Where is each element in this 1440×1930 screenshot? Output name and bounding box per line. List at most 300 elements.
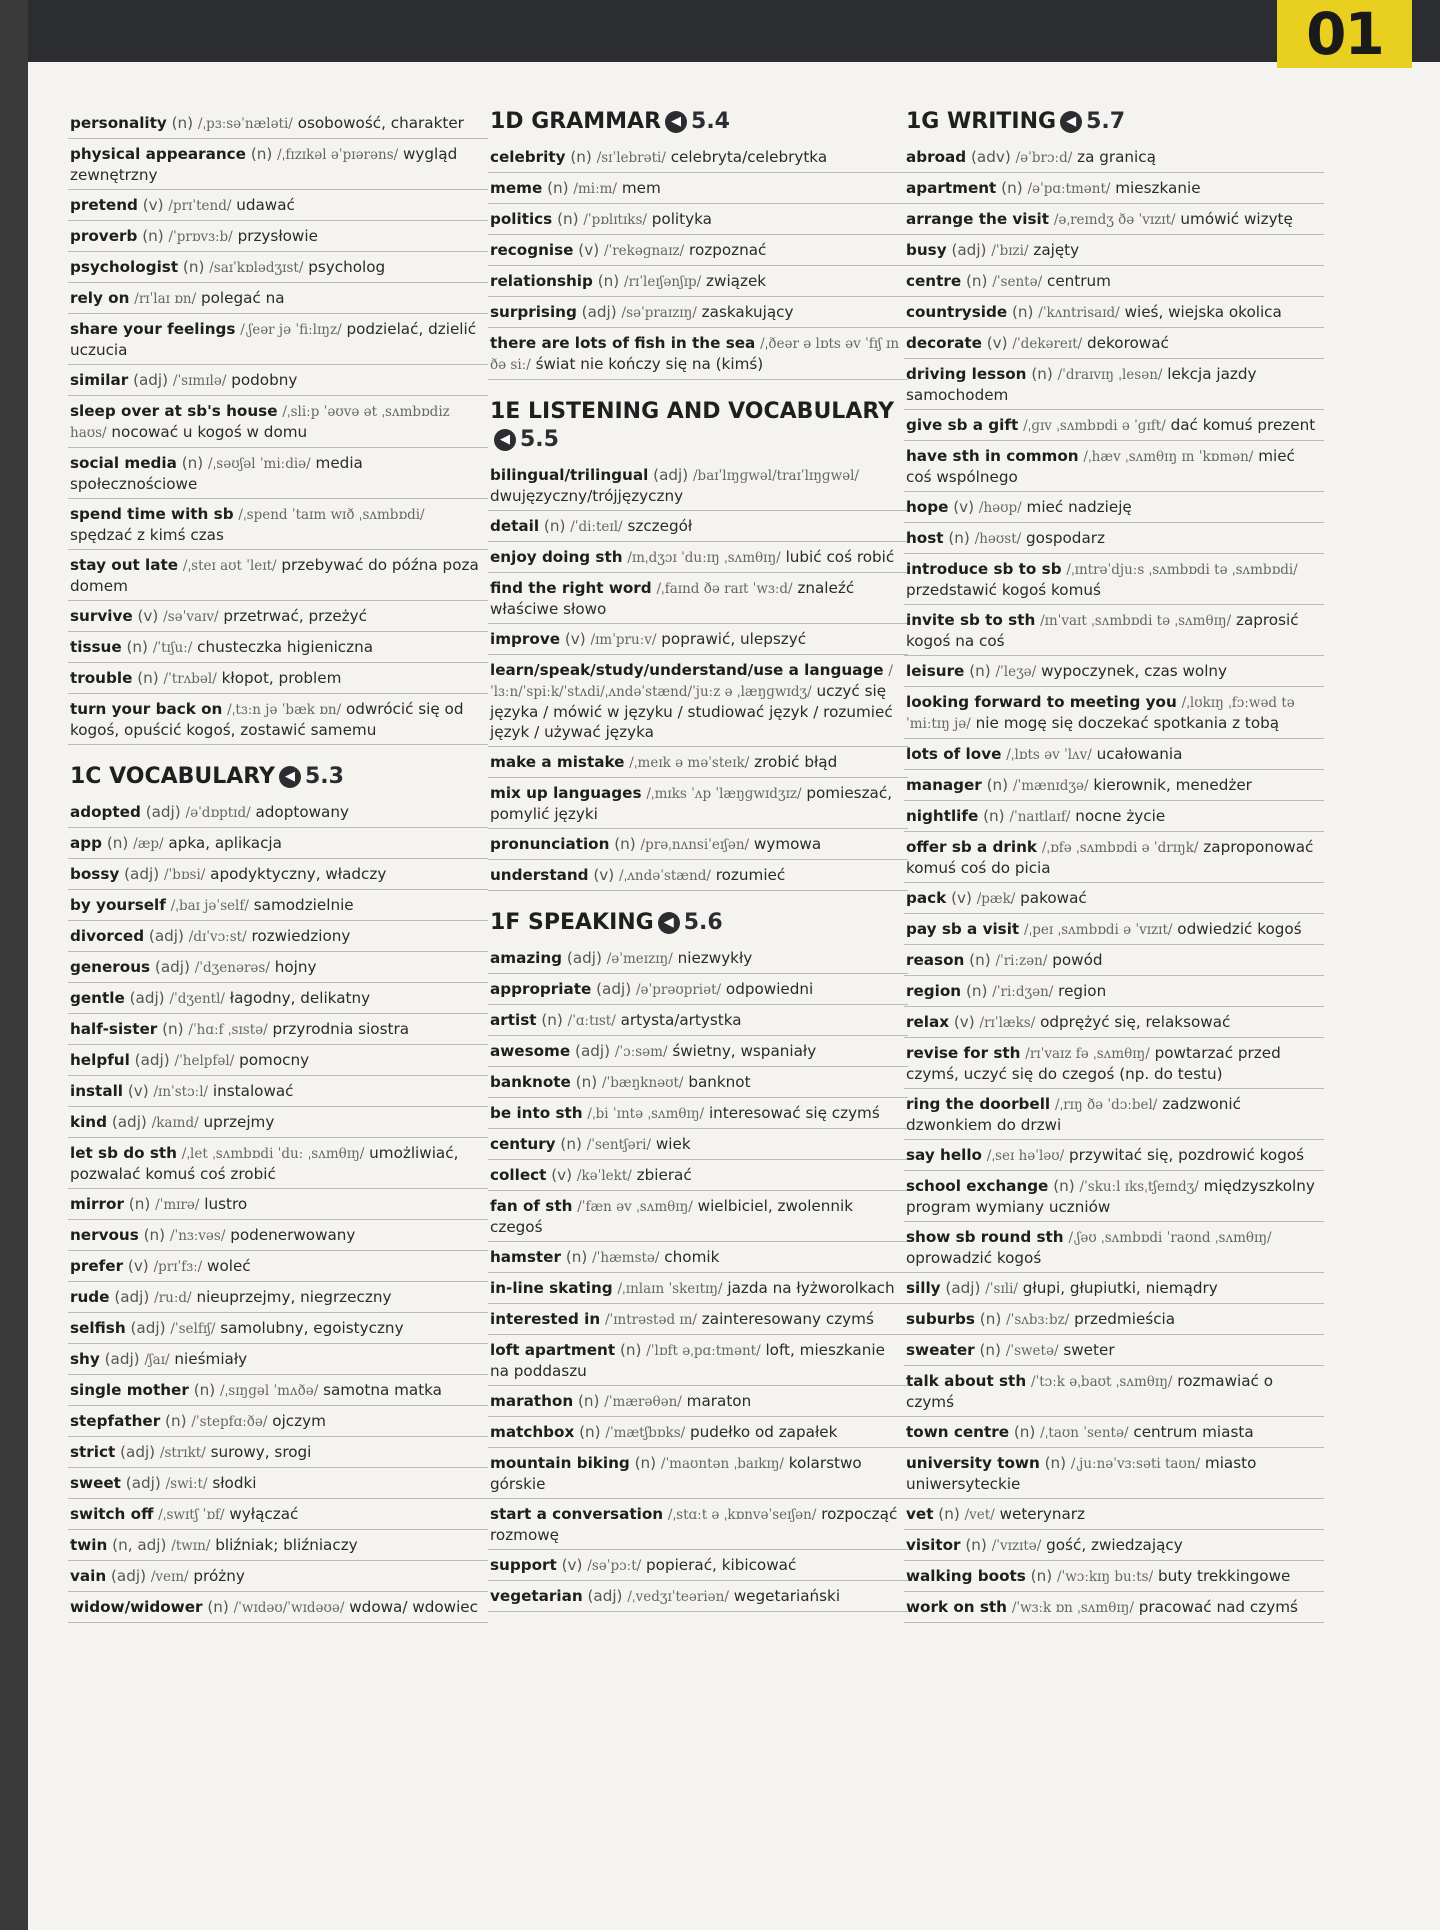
entry-translation: centrum miasta xyxy=(1133,1423,1254,1441)
vocabulary-entry xyxy=(488,542,908,573)
entry-translation: odpowiedni xyxy=(725,980,814,998)
entry-translation: związek xyxy=(706,272,767,290)
entry-pronunciation: /æp/ xyxy=(133,836,164,852)
entry-word: awesome xyxy=(490,1042,571,1060)
entry-word: share your feelings xyxy=(70,320,236,338)
vocabulary-entry xyxy=(904,945,1324,976)
entry-word: social media xyxy=(70,454,177,472)
vocabulary-entry xyxy=(488,1335,908,1386)
entry-word: bilingual/trilingual xyxy=(490,466,649,484)
entry-translation: przysłowie xyxy=(237,227,318,245)
entry-pronunciation: /ˈdʒenərəs/ xyxy=(194,960,270,976)
entry-pronunciation: /twɪn/ xyxy=(171,1538,211,1554)
entry-translation: dać komuś prezent xyxy=(1170,416,1316,434)
audio-speaker-icon[interactable]: ◀ xyxy=(658,912,680,934)
vocabulary-entry xyxy=(904,1304,1324,1335)
entry-pronunciation: /veɪn/ xyxy=(150,1569,189,1585)
entry-pronunciation: /əˈpɑːtmənt/ xyxy=(1027,181,1111,197)
vocabulary-entry xyxy=(488,943,908,974)
entry-pronunciation: /ruːd/ xyxy=(154,1290,192,1306)
entry-pronunciation: /səˈpɔːt/ xyxy=(587,1558,642,1574)
entry-translation: bliźniak; bliźniaczy xyxy=(215,1536,358,1554)
entry-word: leisure xyxy=(906,662,965,680)
entry-translation: przetrwać, przeżyć xyxy=(223,607,367,625)
entry-pronunciation: /ˌvedʒɪˈteəriən/ xyxy=(627,1589,729,1605)
entry-translation: surowy, srogi xyxy=(210,1443,312,1461)
entry-pronunciation: /ˈrekəɡnaɪz/ xyxy=(603,243,685,259)
entry-translation: hojny xyxy=(274,958,317,976)
entry-word: banknote xyxy=(490,1073,571,1091)
entry-translation: artysta/artystka xyxy=(620,1011,742,1029)
entry-translation: pakować xyxy=(1020,889,1087,907)
entry-pronunciation: /dɪˈvɔːst/ xyxy=(188,929,247,945)
vocabulary-entry xyxy=(904,739,1324,770)
section-heading xyxy=(906,108,1324,136)
entry-pronunciation: /əˈdɒptɪd/ xyxy=(185,805,251,821)
book-page xyxy=(28,0,1440,1930)
entry-part-of-speech: (n) xyxy=(182,258,205,276)
entry-part-of-speech: (n) xyxy=(128,1195,151,1213)
entry-pronunciation: /kaɪnd/ xyxy=(151,1115,199,1131)
entry-part-of-speech: (adj) xyxy=(945,1279,981,1297)
entry-word: have sth in common xyxy=(906,447,1079,465)
entry-pronunciation: /ˌtaʊn ˈsentə/ xyxy=(1040,1425,1129,1441)
entry-word: stepfather xyxy=(70,1412,161,1430)
entry-word: learn/speak/study/understand/use a language xyxy=(490,661,884,679)
entry-part-of-speech: (n) xyxy=(541,1011,563,1029)
entry-word: sweet xyxy=(70,1474,121,1492)
entry-word: widow/widower xyxy=(70,1598,203,1616)
entry-translation: kłopot, problem xyxy=(221,669,342,687)
entry-part-of-speech: (adj) xyxy=(596,980,632,998)
entry-word: introduce sb to sb xyxy=(906,560,1062,578)
vocabulary-entry xyxy=(904,554,1324,605)
entry-word: sweater xyxy=(906,1341,975,1359)
vocabulary-entry xyxy=(68,983,488,1014)
audio-speaker-icon[interactable]: ◀ xyxy=(665,111,687,133)
vocabulary-entry xyxy=(68,1561,488,1592)
entry-word: in-line skating xyxy=(490,1279,613,1297)
entry-word: mountain biking xyxy=(490,1454,630,1472)
entry-part-of-speech: (n) xyxy=(162,1020,184,1038)
entry-word: pay sb a visit xyxy=(906,920,1020,938)
entry-translation: zrobić błąd xyxy=(754,753,838,771)
entry-part-of-speech: (v) xyxy=(953,1013,975,1031)
entry-translation: podzielać, dzielić uczucia xyxy=(70,320,477,359)
vocabulary-entry xyxy=(68,952,488,983)
entry-pronunciation: /ˌmeɪk ə məˈsteɪk/ xyxy=(629,755,750,771)
entry-word: gentle xyxy=(70,989,125,1007)
vocabulary-entry xyxy=(488,624,908,655)
entry-translation: celebryta/celebrytka xyxy=(670,148,828,166)
entry-pronunciation: /ˈɑːtɪst/ xyxy=(567,1013,616,1029)
entry-word: suburbs xyxy=(906,1310,975,1328)
entry-word: improve xyxy=(490,630,561,648)
entry-word: single mother xyxy=(70,1381,189,1399)
vocabulary-entry xyxy=(488,328,908,380)
entry-part-of-speech: (v) xyxy=(593,866,615,884)
entry-pronunciation: /rɪˈlaɪ ɒn/ xyxy=(134,291,197,307)
entry-pronunciation: /ˌsteɪ aʊt ˈleɪt/ xyxy=(182,558,277,574)
entry-word: survive xyxy=(70,607,133,625)
entry-word: there are lots of fish in the sea xyxy=(490,334,756,352)
vocabulary-entry xyxy=(68,797,488,828)
entry-pronunciation: /prəˌnʌnsiˈeɪʃən/ xyxy=(640,837,750,853)
entry-translation: polegać na xyxy=(200,289,285,307)
entry-word: interested in xyxy=(490,1310,601,1328)
vocabulary-entry xyxy=(904,1273,1324,1304)
entry-word: selfish xyxy=(70,1319,126,1337)
vocabulary-entry xyxy=(68,1282,488,1313)
vocabulary-entry xyxy=(68,828,488,859)
entry-word: app xyxy=(70,834,102,852)
vocabulary-entry xyxy=(904,492,1324,523)
entry-translation: rozumieć xyxy=(715,866,786,884)
entry-translation: psycholog xyxy=(308,258,386,276)
entry-part-of-speech: (n) xyxy=(207,1598,229,1616)
entry-word: nervous xyxy=(70,1226,139,1244)
entry-translation: rozpocząć rozmowę xyxy=(490,1505,898,1544)
entry-part-of-speech: (n) xyxy=(137,669,159,687)
vocabulary-entry xyxy=(68,1189,488,1220)
entry-translation: chusteczka higieniczna xyxy=(197,638,374,656)
entry-pronunciation: /ˈwɜːk ɒn ˌsʌmθɪŋ/ xyxy=(1011,1600,1134,1616)
entry-part-of-speech: (v) xyxy=(986,334,1008,352)
audio-speaker-icon[interactable]: ◀ xyxy=(279,766,301,788)
entry-pronunciation: /ˈpɒlɪtɪks/ xyxy=(583,212,647,228)
entry-translation: znaleźć właściwe słowo xyxy=(490,579,855,618)
entry-translation: udawać xyxy=(236,196,295,214)
vocabulary-entry xyxy=(488,573,908,624)
entry-part-of-speech: (n) xyxy=(250,145,273,163)
entry-pronunciation: /ˈhelpfəl/ xyxy=(174,1053,235,1069)
entry-pronunciation: /ˌɡɪv ˌsʌmbɒdi ə ˈɡɪft/ xyxy=(1023,418,1166,434)
entry-translation: jazda na łyżworolkach xyxy=(727,1279,895,1297)
section-title: 1C VOCABULARY xyxy=(70,764,275,789)
entry-translation: rozwiedziony xyxy=(251,927,351,945)
entry-part-of-speech: (n) xyxy=(1011,303,1034,321)
entry-word: surprising xyxy=(490,303,577,321)
entry-word: artist xyxy=(490,1011,537,1029)
entry-part-of-speech: (adj) xyxy=(148,927,184,945)
entry-word: hope xyxy=(906,498,949,516)
entry-translation: nocne życie xyxy=(1075,807,1166,825)
entry-translation: pomocny xyxy=(239,1051,310,1069)
entry-translation: niezwykły xyxy=(677,949,753,967)
vocabulary-entry xyxy=(68,190,488,221)
vocabulary-entry xyxy=(904,883,1324,914)
page-number-badge: 01 xyxy=(1277,0,1412,68)
section-title: 1D GRAMMAR xyxy=(490,109,662,134)
entry-translation: centrum xyxy=(1046,272,1111,290)
entry-word: proverb xyxy=(70,227,138,245)
entry-word: half-sister xyxy=(70,1020,158,1038)
entry-pronunciation: /ˈprɒvɜːb/ xyxy=(168,229,233,245)
entry-word: recognise xyxy=(490,241,574,259)
entry-translation: region xyxy=(1058,982,1107,1000)
entry-word: fan of sth xyxy=(490,1197,573,1215)
entry-pronunciation: /prɪˈfɜː/ xyxy=(153,1259,203,1275)
entry-word: silly xyxy=(906,1279,941,1297)
vocabulary-entry xyxy=(904,1140,1324,1171)
entry-translation: odprężyć się, relaksować xyxy=(1040,1013,1231,1031)
entry-part-of-speech: (adj) xyxy=(111,1113,147,1131)
vocabulary-entry xyxy=(488,974,908,1005)
entry-translation: wypoczynek, czas wolny xyxy=(1041,662,1228,680)
entry-translation: adoptowany xyxy=(255,803,349,821)
vocabulary-entry xyxy=(488,1550,908,1581)
entry-word: stay out late xyxy=(70,556,179,574)
entry-part-of-speech: (v) xyxy=(951,889,972,907)
entry-translation: oprowadzić kogoś xyxy=(906,1249,1042,1267)
entry-part-of-speech: (adj) xyxy=(581,303,617,321)
entry-pronunciation: /ˌtɜːn jə ˈbæk ɒn/ xyxy=(227,702,342,718)
vocabulary-entry xyxy=(488,173,908,204)
entry-word: pronunciation xyxy=(490,835,610,853)
entry-part-of-speech: (v) xyxy=(551,1166,573,1184)
vocabulary-entry xyxy=(68,859,488,890)
entry-pronunciation: /ˌpeɪ ˌsʌmbɒdi ə ˈvɪzɪt/ xyxy=(1024,922,1173,938)
entry-translation: media społecznościowe xyxy=(70,454,363,493)
entry-pronunciation: /ˌlʊkɪŋ ˌfɔːwəd tə ˈmiːtɪŋ jə/ xyxy=(906,695,1295,732)
entry-word: turn your back on xyxy=(70,700,223,718)
entry-translation: uczyć się języka / mówić w języku / studiować język / rozumieć język / używać języka xyxy=(490,682,893,741)
entry-part-of-speech: (n) xyxy=(948,529,970,547)
entry-translation: mieszkanie xyxy=(1115,179,1201,197)
entry-pronunciation: /ˌɪnlaɪn ˈskeɪtɪŋ/ xyxy=(617,1281,723,1297)
entry-part-of-speech: (v) xyxy=(137,607,159,625)
entry-translation: osobowość, charakter xyxy=(297,114,464,132)
entry-part-of-speech: (n) xyxy=(979,1341,1001,1359)
entry-pronunciation: /ˌbi ˈɪntə ˌsʌmθɪŋ/ xyxy=(587,1106,705,1122)
entry-word: vain xyxy=(70,1567,107,1585)
entry-pronunciation: /ˈwɪdəʊ/ˈwɪdəʊə/ xyxy=(233,1600,345,1616)
entry-part-of-speech: (n) xyxy=(143,1226,166,1244)
vocabulary-entry xyxy=(68,1468,488,1499)
entry-word: ring the doorbell xyxy=(906,1095,1051,1113)
entry-translation: dekorować xyxy=(1087,334,1169,352)
entry-pronunciation: /vet/ xyxy=(964,1507,995,1523)
vocabulary-entry xyxy=(904,976,1324,1007)
entry-translation: maraton xyxy=(686,1392,752,1410)
entry-pronunciation: /prɪˈtend/ xyxy=(168,198,232,214)
entry-translation: interesować się czymś xyxy=(708,1104,880,1122)
vocabulary-entry xyxy=(68,499,488,550)
entry-part-of-speech: (n) xyxy=(106,834,129,852)
entry-translation: ojczym xyxy=(272,1412,326,1430)
entry-translation: nie mogę się doczekać spotkania z tobą xyxy=(975,714,1280,732)
entry-part-of-speech: (adj) xyxy=(133,371,169,389)
entry-part-of-speech: (n) xyxy=(575,1073,598,1091)
entry-pronunciation: /ˈbæŋknəʊt/ xyxy=(601,1075,684,1091)
entry-word: apartment xyxy=(906,179,997,197)
vocabulary-entry xyxy=(68,365,488,396)
entry-word: host xyxy=(906,529,944,547)
entry-translation: odwrócić się od kogoś, opuścić kogoś, zostawić samemu xyxy=(70,700,464,739)
entry-translation: przyrodnia siostra xyxy=(272,1020,410,1038)
entry-translation: chomik xyxy=(664,1248,720,1266)
entry-pronunciation: /rɪˈlæks/ xyxy=(979,1015,1036,1031)
entry-translation: wegetariański xyxy=(733,1587,841,1605)
entry-translation: mem xyxy=(621,179,661,197)
entry-word: decorate xyxy=(906,334,982,352)
entry-translation: pomieszać, pomylić języki xyxy=(490,784,893,823)
column-3 xyxy=(904,108,1324,1623)
entry-pronunciation: /ˌɒfə ˌsʌmbɒdi ə ˈdrɪŋk/ xyxy=(1041,840,1199,856)
entry-word: shy xyxy=(70,1350,100,1368)
vocabulary-entry xyxy=(488,1448,908,1499)
entry-part-of-speech: (n) xyxy=(181,454,204,472)
entry-translation: buty trekkingowe xyxy=(1157,1567,1291,1585)
entry-translation: zbierać xyxy=(636,1166,692,1184)
entry-translation: powtarzać przed czymś, uczyć się do czegoś (np. do testu) xyxy=(906,1044,1281,1083)
entry-pronunciation: /pæk/ xyxy=(976,891,1016,907)
entry-pronunciation: /ɪnˈstɔːl/ xyxy=(153,1084,209,1100)
entry-part-of-speech: (n) xyxy=(560,1135,582,1153)
entry-pronunciation: /ˌʃeər jə ˈfiːlɪŋz/ xyxy=(240,322,342,338)
vocabulary-entry xyxy=(68,890,488,921)
vocabulary-entry xyxy=(904,801,1324,832)
entry-part-of-speech: (n) xyxy=(1001,179,1023,197)
section-heading xyxy=(490,108,908,136)
entry-word: loft apartment xyxy=(490,1341,616,1359)
entry-translation: odwiedzić kogoś xyxy=(1177,920,1302,938)
entry-pronunciation: /ˌlet ˌsʌmbɒdi ˈduː ˌsʌmθɪŋ/ xyxy=(181,1146,365,1162)
entry-pronunciation: /ˈhɑːf ˌsɪstə/ xyxy=(188,1022,268,1038)
entry-pronunciation: /əˈmeɪzɪŋ/ xyxy=(606,951,673,967)
vocabulary-entry xyxy=(904,235,1324,266)
entry-pronunciation: /ˈriːzən/ xyxy=(995,953,1048,969)
entry-translation: apka, aplikacja xyxy=(168,834,282,852)
vocabulary-entry xyxy=(904,605,1324,656)
vocabulary-entry xyxy=(68,1313,488,1344)
entry-translation: kierownik, menedżer xyxy=(1093,776,1252,794)
vocabulary-entry xyxy=(904,523,1324,554)
entry-word: invite sb to sth xyxy=(906,611,1036,629)
entry-pronunciation: /ˈfæn əv ˌsʌmθɪŋ/ xyxy=(577,1199,693,1215)
vocabulary-entry xyxy=(488,204,908,235)
entry-word: detail xyxy=(490,517,540,535)
entry-part-of-speech: (adv) xyxy=(971,148,1011,166)
vocabulary-entry xyxy=(68,396,488,448)
vocabulary-entry xyxy=(68,1045,488,1076)
entry-pronunciation: /ˈnɜːvəs/ xyxy=(169,1228,226,1244)
vocabulary-entry xyxy=(904,266,1324,297)
vocabulary-entry xyxy=(488,297,908,328)
entry-word: give sb a gift xyxy=(906,416,1019,434)
vocabulary-entry xyxy=(488,860,908,891)
entry-pronunciation: /ˈdraɪvɪŋ ˌlesən/ xyxy=(1057,367,1163,383)
entry-translation: głupi, głupiutki, niemądry xyxy=(1022,1279,1218,1297)
entry-translation: zaskakujący xyxy=(701,303,794,321)
entry-part-of-speech: (adj) xyxy=(114,1288,150,1306)
entry-pronunciation: /ʃaɪ/ xyxy=(144,1352,170,1368)
audio-track-number: 5.3 xyxy=(304,764,344,789)
entry-translation: podobny xyxy=(231,371,298,389)
entry-pronunciation: /saɪˈkɒlədʒɪst/ xyxy=(209,260,304,276)
entry-pronunciation: /ˈsɪli/ xyxy=(985,1281,1018,1297)
entry-word: region xyxy=(906,982,962,1000)
entry-pronunciation: /ˌfaɪnd ðə raɪt ˈwɜːd/ xyxy=(656,581,793,597)
entry-part-of-speech: (n) xyxy=(619,1341,642,1359)
entry-pronunciation: /ˈsentʃəri/ xyxy=(586,1137,651,1153)
entry-pronunciation: /miːm/ xyxy=(573,181,617,197)
entry-word: be into sth xyxy=(490,1104,583,1122)
entry-part-of-speech: (n) xyxy=(979,1310,1002,1328)
entry-word: revise for sth xyxy=(906,1044,1021,1062)
entry-translation: świat nie kończy się na (kimś) xyxy=(535,355,764,373)
vocabulary-entry xyxy=(904,1417,1324,1448)
entry-pronunciation: /ˈnaɪtlaɪf/ xyxy=(1009,809,1071,825)
entry-translation: szczegół xyxy=(627,517,693,535)
entry-pronunciation: /strɪkt/ xyxy=(159,1445,206,1461)
entry-pronunciation: /ˌlɒts əv ˈlʌv/ xyxy=(1006,747,1092,763)
entry-translation: gospodarz xyxy=(1026,529,1105,547)
audio-speaker-icon[interactable]: ◀ xyxy=(494,429,516,451)
entry-translation: przebywać do późna poza domem xyxy=(70,556,479,595)
entry-pronunciation: /ˌmɪks ˈʌp ˈlæŋɡwɪdʒɪz/ xyxy=(646,786,802,802)
entry-word: driving lesson xyxy=(906,365,1027,383)
vocabulary-entry xyxy=(904,656,1324,687)
entry-word: busy xyxy=(906,241,947,259)
entry-word: talk about sth xyxy=(906,1372,1027,1390)
section-title: 1F SPEAKING xyxy=(490,910,654,935)
entry-pronunciation: /ˈleʒə/ xyxy=(995,664,1037,680)
vocabulary-entry xyxy=(68,663,488,694)
entry-word: mirror xyxy=(70,1195,124,1213)
entry-translation: samodzielnie xyxy=(253,896,354,914)
entry-translation: wiek xyxy=(655,1135,691,1153)
entry-translation: wymowa xyxy=(753,835,822,853)
entry-word: reason xyxy=(906,951,965,969)
entry-word: visitor xyxy=(906,1536,961,1554)
vocabulary-entry xyxy=(488,1273,908,1304)
entry-part-of-speech: (adj) xyxy=(111,1567,147,1585)
entry-pronunciation: /ˈsɪmɪlə/ xyxy=(172,373,227,389)
entry-part-of-speech: (n) xyxy=(547,179,569,197)
vocabulary-entry xyxy=(68,221,488,252)
vocabulary-entry xyxy=(904,441,1324,492)
entry-translation: zajęty xyxy=(1033,241,1080,259)
entry-pronunciation: /ˌbaɪ jəˈself/ xyxy=(170,898,249,914)
vocabulary-entry xyxy=(68,283,488,314)
vocabulary-entry xyxy=(904,1335,1324,1366)
section-heading xyxy=(70,763,488,791)
entry-word: generous xyxy=(70,958,151,976)
entry-word: let sb do sth xyxy=(70,1144,177,1162)
entry-part-of-speech: (n) xyxy=(193,1381,216,1399)
entry-word: bossy xyxy=(70,865,120,883)
vocabulary-entry xyxy=(68,1014,488,1045)
entry-translation: loft, mieszkanie na poddaszu xyxy=(490,1341,885,1380)
vocabulary-entry xyxy=(488,778,908,829)
entry-translation: pracować nad czymś xyxy=(1138,1598,1298,1616)
entry-translation: za granicą xyxy=(1077,148,1156,166)
entry-part-of-speech: (n) xyxy=(557,210,579,228)
entry-translation: samotna matka xyxy=(323,1381,442,1399)
entry-translation: zaproponować komuś coś do picia xyxy=(906,838,1314,877)
entry-word: similar xyxy=(70,371,129,389)
audio-speaker-icon[interactable]: ◀ xyxy=(1060,111,1082,133)
entry-word: vet xyxy=(906,1505,934,1523)
entry-part-of-speech: (n) xyxy=(966,272,988,290)
entry-word: prefer xyxy=(70,1257,124,1275)
section-heading xyxy=(490,909,908,937)
entry-word: helpful xyxy=(70,1051,130,1069)
entry-word: say hello xyxy=(906,1146,982,1164)
vocabulary-entry xyxy=(904,142,1324,173)
entry-translation: banknot xyxy=(688,1073,751,1091)
